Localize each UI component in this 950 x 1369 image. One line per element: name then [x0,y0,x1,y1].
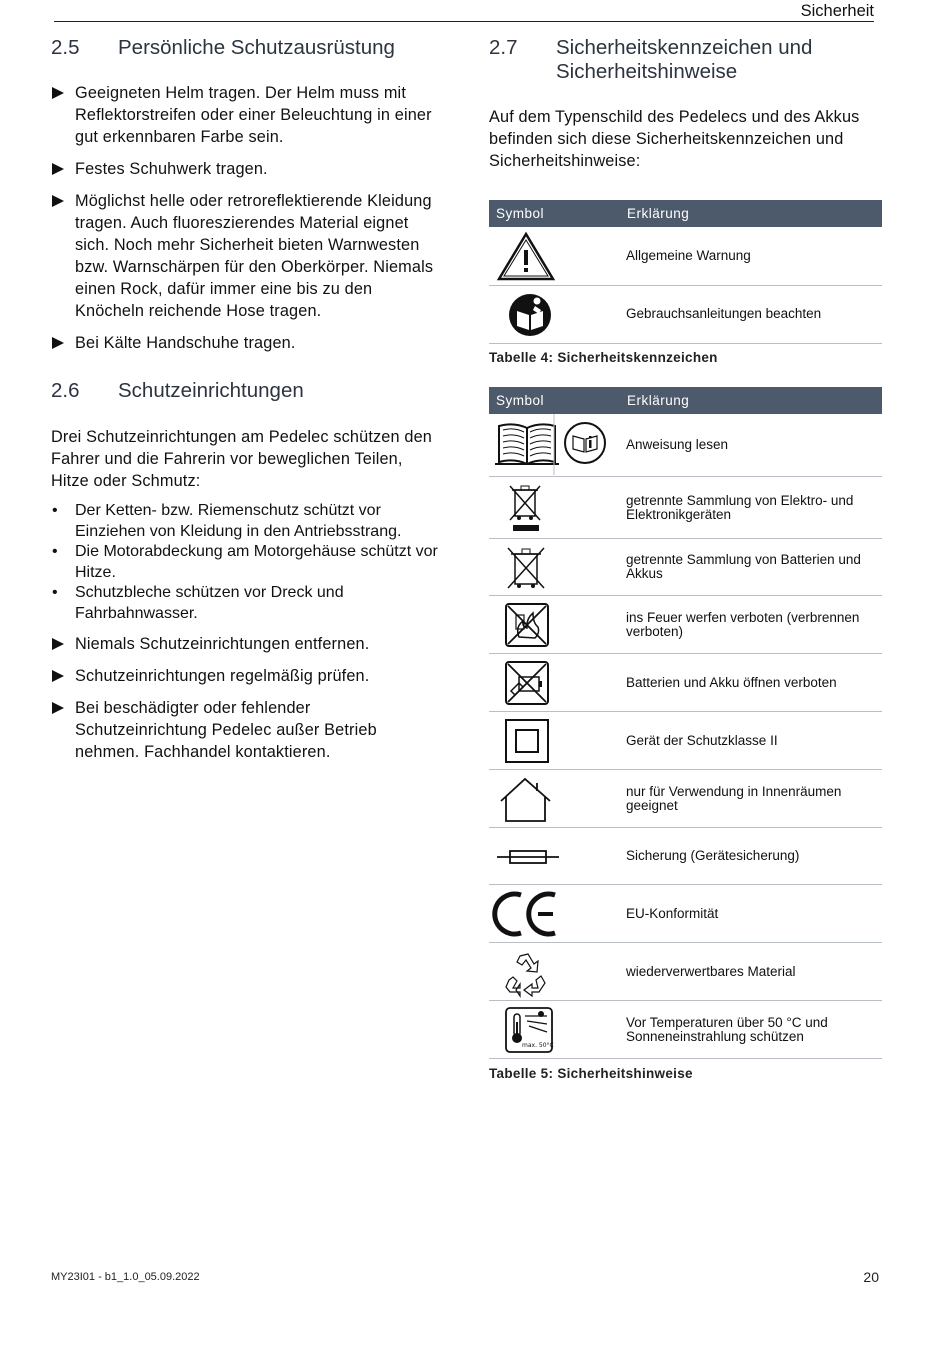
table-row [489,770,882,828]
instruction-item: Geeigneten Helm tragen. Der Helm muss mit Reflektorstreifen oder einer Beleuchtung in einer gut erkennbaren Farbe sein. [51,82,441,148]
table-cell-text: getrennte Sammlung von Batterien und Akkus [620,539,882,596]
bullet-item: • Die Motorabdeckung am Motorgehäuse schützt vor Hitze. [52,543,438,581]
read-manual-icon [489,286,620,342]
table-row [489,414,882,477]
table-cell-text: Gerät der Schutzklasse II [620,712,882,770]
table-row [489,285,882,343]
footer-doc-id: MY23I01 - b1_1.0_05.09.2022 [51,1271,200,1283]
table-cell-text: getrennte Sammlung von Elektro- und Elektronikgeräten [620,477,882,539]
table-row [489,1001,882,1059]
left-column [51,36,441,763]
header-title: Sicherheit [800,2,874,20]
table-caption: Tabelle 4: Sicherheitskennzeichen [489,349,718,365]
table-header-explanation: Erklärung [620,387,882,414]
arrow-right-icon [52,163,64,175]
table-row [489,539,882,596]
no-open-battery-icon [489,655,620,711]
table-cell-text: Gebrauchsanleitungen beachten [620,285,882,343]
table-cell-text: Batterien und Akku öffnen verboten [620,654,882,712]
arrow-right-icon [52,337,64,349]
table-cell-text: EU-Konformität [620,885,882,943]
section-2-7-heading [489,36,884,84]
warning-triangle-icon [489,228,620,284]
table-row [489,885,882,943]
table-header-symbol: Symbol [489,387,620,414]
table-row [489,227,882,285]
arrow-right-icon [52,638,64,650]
open-book-info-icon [489,414,620,475]
section-intro: Drei Schutzeinrichtungen am Pedelec schützen den Fahrer und die Fahrerin vor beweglichen Teilen, Hitze oder Schmutz: [51,428,432,490]
fuse-icon [489,829,620,884]
instruction-item: Festes Schuhwerk tragen. [51,158,441,180]
temperature-sun-icon [489,1002,620,1058]
table-header-symbol: Symbol [489,200,620,227]
bullet-item: • Der Ketten- bzw. Riemenschutz schützt vor Einziehen von Kleidung in den Antriebsstrang. [52,502,402,540]
footer-page-number: 20 [863,1269,879,1285]
table-cell-text: ins Feuer werfen verboten (verbrennen verboten) [620,596,882,654]
section-2-6-heading [51,379,441,403]
table-row [489,828,882,885]
instruction-item: Schutzeinrichtungen regelmäßig prüfen. [51,665,441,687]
instruction-item: Niemals Schutzeinrichtungen entfernen. [51,633,441,655]
table-row [489,596,882,654]
table-caption: Tabelle 5: Sicherheitshinweise [489,1066,693,1081]
crossed-bin-bar-icon [489,478,620,538]
right-column [489,36,884,1081]
double-square-icon [489,713,620,769]
arrow-right-icon [52,702,64,714]
table-cell-text: Vor Temperaturen über 50 °C und Sonneneinstrahlung schützen [620,1001,882,1059]
ce-mark-icon [489,886,620,942]
instruction-item: Bei Kälte Handschuhe tragen. [51,332,441,354]
instruction-item: Möglichst helle oder retroreflektierende Kleidung tragen. Auch fluoreszierendes Material eignet sich. Noch mehr Sicherheit bieten Warnwesten bzw. Warnschärpen für den Oberkörper. Niemals einen Rock, dafür immer eine bis zu den Knöcheln reichende Hose tragen. [51,190,441,322]
instruction-item: Bei beschädigter oder fehlender Schutzeinrichtung Pedelec außer Betrieb nehmen. Fachhandel kontaktieren. [51,697,441,763]
section-number: 2.7 [489,36,518,59]
arrow-right-icon [52,87,64,99]
section-title: Persönliche Schutzausrüstung [118,36,395,59]
table-cell-text: nur für Verwendung in Innenräumen geeignet [620,770,882,828]
table-row [489,654,882,712]
no-fire-icon [489,597,620,653]
table-row [489,943,882,1001]
section-title: Sicherheitskennzeichen und Sicherheitshinweise [556,36,813,83]
temperature-label: max. 50°C [522,1041,554,1049]
arrow-right-icon [52,670,64,682]
section-number: 2.5 [51,36,80,59]
bullet-item: • Schutzbleche schützen vor Dreck und Fahrbahnwasser. [52,584,344,622]
table-row [489,712,882,770]
section-number: 2.6 [51,379,80,402]
table-cell-text: Anweisung lesen [620,414,882,477]
header-rule [54,21,874,22]
section-title: Schutzeinrichtungen [118,379,304,402]
section-intro: Auf dem Typenschild des Pedelecs und des Akkus befinden sich diese Sicherheitskennzeichen und Sicherheitshinweise: [489,108,860,170]
table-4 [489,200,882,344]
recycle-icon [489,944,620,1000]
table-cell-text: Sicherung (Gerätesicherung) [620,828,882,885]
table-header-explanation: Erklärung [620,200,882,227]
table-5 [489,387,882,1060]
table-cell-text: wiederverwertbares Material [620,943,882,1001]
table-row [489,477,882,539]
house-icon [489,771,620,827]
section-2-5-heading [51,36,441,60]
table-cell-text: Allgemeine Warnung [620,227,882,285]
crossed-bin-icon [489,540,620,595]
arrow-right-icon [52,195,64,207]
